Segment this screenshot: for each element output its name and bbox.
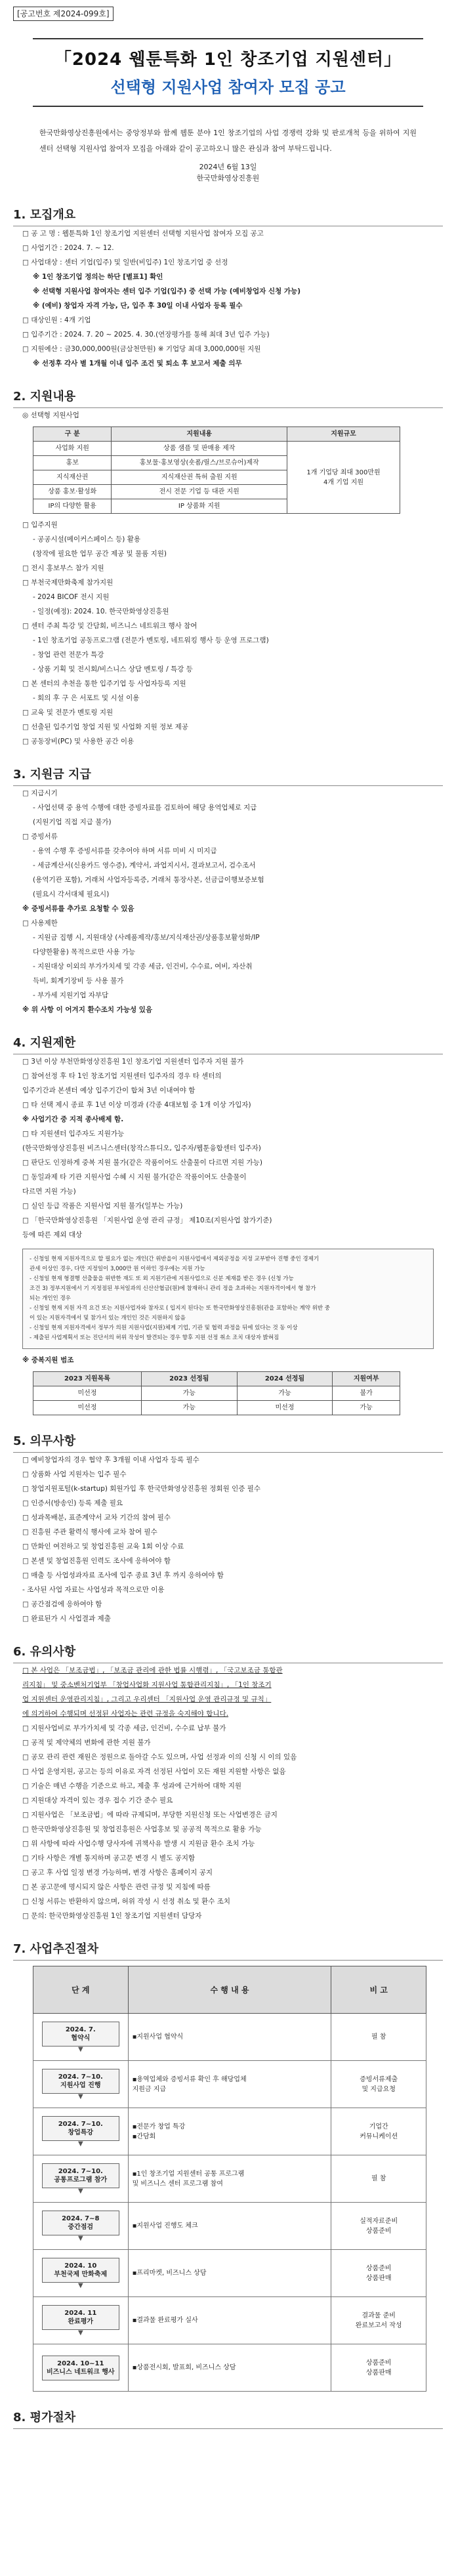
duplicate-support-table [33, 1371, 400, 1415]
section-6-body [13, 1663, 443, 1923]
section-5-line: □ 완료된가 시 사업결과 제출 [22, 1615, 111, 1623]
section-6-line: □ 기타 사항은 개별 통지하며 공고문 변경 시 별도 공지함 [22, 1854, 196, 1863]
section-4-body [13, 1054, 443, 1242]
section-title-8: 8. 평가절차 [13, 2409, 443, 2429]
section-1-line: ※ (예비) 창업자 자격 가능, 단, 입주 후 30일 이내 사업자 등록 필수 [33, 302, 243, 310]
schedule-row [33, 2014, 426, 2061]
notice-box-line: - 신청일 현재 지원자격으로 할 필요가 없는 개인(간 위반을이 지원사업에서 제외공정을 지정 교부받아 진행 중인 경제기 [30, 1256, 320, 1263]
support-table-row [33, 442, 400, 456]
schedule-stage-cell [33, 2014, 129, 2061]
section-2-line: □ 센터 주최 특강 및 간담회, 비즈니스 네트워크 행사 참여 [22, 622, 197, 631]
section-6-line: □ 공적 및 제약체의 변화에 관한 지원 불가 [22, 1739, 151, 1747]
section-3-line: - 지원대상 이외의 부가가치세 및 각종 세금, 인건비, 수수료, 여비, 자산취 [33, 963, 253, 971]
section-1-line: □ 입주기간 : 2024. 7. 20 ~ 2025. 4. 30.(연장평가를 통해 최대 3년 입주 가능) [22, 331, 270, 339]
duplicate-table-cell: 가능 [237, 1386, 333, 1401]
section-4-line: 등에 따른 제외 대상 [22, 1231, 83, 1239]
notice-box-line: 되는 개인인 경우 [30, 1295, 71, 1302]
notice-box-line: 조건 3) 정부지원에서 기 지정점된 부처일과의 신산산협금(원)에 참재하니 관리 정을 초과하는 지원자격이에서 형 참가 [30, 1285, 316, 1293]
down-arrow-icon: ▼ [77, 2140, 83, 2148]
schedule-stage-cell [33, 2203, 129, 2250]
schedule-row [33, 2155, 426, 2203]
schedule-stage-box: 2024. 7~10. 공통프로그램 참가 [42, 2163, 119, 2188]
duplicate-table-cell: 가능 [141, 1401, 237, 1415]
duplicate-support-title: ※ 중복지원 범조 [22, 1356, 74, 1365]
section-6-line: 에 의거하여 수행되며 선정된 사업자는 관련 규정을 숙지해야 합니다. [22, 1710, 229, 1718]
section-6-line: □ 한국만화영상진흥원 및 창업진흥원은 사업홍보 및 공공적 목적으로 활용 가능 [22, 1825, 262, 1834]
section-6-line: □ 문의: 한국만화영상진흥원 1인 창조기업 지원센터 담당자 [22, 1912, 202, 1921]
section-2-line: (창작에 필요한 업무 공간 제공 및 물품 지원) [33, 550, 167, 558]
support-table-cell: 전시 전문 기업 등 대관 지원 [112, 485, 287, 499]
schedule-stage-cell [33, 2344, 129, 2392]
section-6-line: 업 지원센터 운영관리지침」, 그리고 우리센터 「지원사업 운영 관리규정 및 규칙」 [22, 1695, 272, 1704]
support-table-cell: 지식재산권 특허 출원 지원 [112, 470, 287, 485]
schedule-stage-box: 2024. 7~10. 지원사업 진행 [42, 2069, 119, 2094]
section-3-line: (필요시 각서대체 필요시) [33, 890, 110, 899]
support-table-scale: 1개 기업당 최대 300만원 4개 기업 지원 [287, 442, 400, 514]
notice-box-line: - 신청일 현재 형결행 선출물을 위반한 재도 또 외 지원기관에 지원사업으로 신분 제재를 받은 경우 (신청 가능 [30, 1276, 294, 1283]
section-4-line: □ 3년 이상 부천만화영상진흥원 1인 창조기업 지원센터 입주자 지원 불가 [22, 1058, 244, 1066]
section-2-line: □ 전시 홍보부스 참가 지원 [22, 564, 104, 573]
section-4-line: □ 실인 등급 작품은 지원사업 지원 불가(일부는 가능) [22, 1202, 183, 1211]
notice-box-line: 이 있는 지원자격에서 및 참가서 있는 개인인 것은 지원하지 않음 [30, 1315, 186, 1322]
section-4-line: (한국만화영상진흥원 비즈니스센터(창작스튜디오, 입주자/웹툰융합센터 입주자) [22, 1144, 261, 1153]
intro-org: 한국만화영상진흥원 [196, 173, 260, 182]
section-6-line: □ 공모 관리 관련 재원은 정원으로 돌아갈 수도 있으며, 사업 선정과 이의 신청 시 이의 있음 [22, 1753, 297, 1762]
schedule-note-cell: 증빙서류제출 및 지급요청 [331, 2061, 426, 2108]
section-6-line: □ 사업 운영지원, 공고는 등의 이유로 자격 선정된 사업이 모든 재원 지원할 사항은 없음 [22, 1768, 286, 1776]
section-3-line: □ 사용제한 [22, 919, 58, 928]
section-6-line: □ 신청 서류는 반환하지 않으며, 허위 작성 시 선정 취소 및 환수 조치 [22, 1898, 231, 1906]
support-table-cell: 상품 홍보·활성화 [33, 485, 112, 499]
down-arrow-icon: ▼ [77, 2234, 83, 2242]
section-4-line: ※ 사업기간 중 지적 종사배제 함. [22, 1115, 124, 1124]
schedule-stage-box: 2024. 11 완료평가 [42, 2305, 119, 2330]
section-6-line: □ 본 공고문에 명시되지 않은 사항은 관련 규정 및 지침에 따름 [22, 1883, 211, 1892]
section-5-body [13, 1453, 443, 1626]
schedule-item-cell: ▪전문가 창업 특강 ▪간담회 [128, 2108, 331, 2155]
section-3-line: - 지원금 집행 시, 지원대상 (사례품제작/홍보/지식재산권/상품홍보활성화/IP [33, 934, 260, 942]
schedule-note-cell: 실적자료준비 상품준비 [331, 2203, 426, 2250]
section-1-line: ※ 1인 창조기업 정의는 하단 [별표1] 확인 [33, 273, 163, 281]
schedule-item-cell: ▪프리마켓, 비즈니스 상담 [128, 2250, 331, 2297]
section-4-line: □ 동일과제 타 기관 지원사업 수혜 시 지원 불가(같은 작품이어도 산출물이 [22, 1173, 247, 1182]
schedule-stage-box: 2024. 10~11 비즈니스 네트워크 행사 [42, 2356, 119, 2380]
section-2-line: □ 교육 및 전문가 멘토링 지원 [22, 709, 114, 717]
section-6-line: □ 기술은 매년 수행을 기준으로 하고, 제출 후 성과에 근거하여 대학 지원 [22, 1782, 241, 1791]
intro-paragraph: 한국만화영상진흥원에서는 중앙정부와 함께 웹툰 분야 1인 창조기업의 사업 경쟁력 강화 및 판로개척 등을 위하여 지원센터 선택형 지원사업 참여자 모집을 아래와 같이 공고하오니 많은 관심과 참여 부탁드립니다. [39, 129, 417, 154]
schedule-item-cell: ▪상품전시회, 발표회, 비즈니스 상담 [128, 2344, 331, 2392]
schedule-table-header: 비 고 [331, 1966, 426, 2014]
section-4-line: □ 판단도 인정하게 중복 지원 불가(같은 작품이어도 산출물이 다르면 지원 가능) [22, 1159, 262, 1167]
section-1-line: ※ 선정후 각사 별 1개월 이내 입주 조건 및 퇴소 후 보고서 제출 의무 [33, 360, 242, 368]
schedule-row [33, 2061, 426, 2108]
section-3-line: ※ 위 사항 이 어겨지 환수조치 가능성 있음 [22, 1006, 153, 1014]
duplicate-table-header: 2023 선정됨 [141, 1372, 237, 1386]
section-2-line: - 일정(예정): 2024. 10. 한국만화영상진흥원 [33, 608, 169, 616]
section-title-2: 2. 지원내용 [13, 388, 443, 408]
section-3-line: □ 지급시기 [22, 789, 58, 798]
section-3-line: 득비, 회계기장비 등 사용 불가 [33, 977, 124, 986]
section-2-line: □ 입주지원 [22, 521, 58, 530]
section-1-line: □ 사업대상 : 센터 기업(입주) 및 일반(비입주) 1인 창조기업 중 선정 [22, 259, 228, 267]
section-5-line: □ 창업지원포털(k-startup) 회원가입 후 한국만화영상진흥원 정회원 인증 필수 [22, 1485, 260, 1493]
section-2-lead: ◎ 선택형 지원사업 [22, 411, 79, 420]
section-5-line: □ 매출 등 사업성과자료 조사에 입주 종료 3년 후 까지 응하여야 함 [22, 1571, 224, 1580]
duplicate-table-cell: 가능 [141, 1386, 237, 1401]
duplicate-table-header: 2023 지원목록 [33, 1372, 142, 1386]
duplicate-table-header: 2024 선정됨 [237, 1372, 333, 1386]
duplicate-table-header: 지원여부 [333, 1372, 400, 1386]
duplicate-table-row [33, 1386, 400, 1401]
duplicate-table-cell: 불가 [333, 1386, 400, 1401]
section-3-line: □ 증빙서류 [22, 833, 58, 841]
schedule-stage-box: 2024. 7~10. 창업특강 [42, 2116, 119, 2141]
down-arrow-icon: ▼ [77, 2187, 83, 2195]
section-1-line: □ 사업기간 : 2024. 7. ~ 12. [22, 244, 114, 253]
section-title-6: 6. 유의사항 [13, 1643, 443, 1663]
section-1-line: □ 지원예산 : 금30,000,000원(금삼천만원) ※ 기업당 최대 3,000,000원 지원 [22, 345, 261, 354]
section-2-line: - 회의 후 구 은 서포트 및 시설 이용 [33, 694, 140, 703]
section-3-line: - 용역 수행 후 증빙서류를 갖추어야 하며 서류 미비 시 미지급 [33, 847, 217, 856]
schedule-note-cell: 필 참 [331, 2014, 426, 2061]
schedule-note-cell: 기업간 커뮤니케이션 [331, 2108, 426, 2155]
schedule-item-cell: ▪결과물 완료평가 실사 [128, 2297, 331, 2344]
section-2-line: □ 본 센터의 추천을 통한 입주기업 등 사업자등록 지원 [22, 680, 186, 688]
schedule-item-cell: ▪용역업체와 증빙서류 확인 후 해당업체 지원금 지급 [128, 2061, 331, 2108]
support-table-cell: 홍보 [33, 456, 112, 470]
schedule-table [33, 1966, 426, 2392]
schedule-note-cell: 상품준비 상품판매 [331, 2250, 426, 2297]
section-2-body [13, 518, 443, 749]
title-box [33, 38, 423, 107]
support-table-header: 구 분 [33, 427, 112, 442]
section-5-line: □ 공간점검에 응하여야 함 [22, 1600, 102, 1609]
section-title-4: 4. 지원제한 [13, 1034, 443, 1054]
schedule-item-cell: ▪지원사업 협약식 [128, 2014, 331, 2061]
section-6-line: □ 지원대상 자격이 있는 경우 접수 기간 준수 필요 [22, 1797, 173, 1805]
restriction-notice-box [22, 1249, 434, 1349]
section-2-line: □ 부천국제만화축제 참가지원 [22, 579, 114, 587]
section-5-line: □ 인증서(방송인) 등록 제출 필요 [22, 1499, 123, 1508]
schedule-stage-cell [33, 2155, 129, 2203]
schedule-stage-box: 2024. 10 부천국제 만화축제 [42, 2258, 119, 2283]
schedule-stage-cell [33, 2061, 129, 2108]
section-4-line: 다르면 지원 가능) [22, 1188, 76, 1196]
section-5-line: □ 상품화 사업 지원자는 입주 필수 [22, 1470, 127, 1479]
duplicate-table-row [33, 1401, 400, 1415]
section-2-line: - 2024 BICOF 전시 지원 [33, 593, 110, 602]
section-4-line: □ 타 지원센터 입주자도 지원가능 [22, 1130, 125, 1138]
down-arrow-icon: ▼ [77, 2045, 83, 2053]
support-table-cell: IP의 다양한 활용 [33, 499, 112, 514]
section-6-line: □ 위 사항에 따라 사업수행 당사자에 귀책사유 발생 시 지원금 환수 조치 가능 [22, 1840, 255, 1848]
section-4-line: 입주기간과 본센터 예상 입주기간이 합쳐 3년 이내여야 함 [22, 1087, 196, 1095]
schedule-row [33, 2203, 426, 2250]
section-title-3: 3. 지원금 지급 [13, 766, 443, 786]
section-5-line: - 조사된 사업 자료는 사업성과 목적으로만 이용 [22, 1586, 165, 1594]
notice-box-line: - 제출된 사업계획서 또는 진단서의 허위 작성이 발견되는 경우 향후 지원 선정 취소 조치 대상자 밝혀짐 [30, 1335, 280, 1342]
section-4-line: □ 「한국만화영상진흥원 「지원사업 운영 관리 규정」 제10조(지원사업 참가기준) [22, 1216, 272, 1225]
schedule-note-cell: 결과물 준비 완료보고서 작성 [331, 2297, 426, 2344]
section-5-line: □ 만화인 여전하고 및 창업진흥원 교육 1회 이상 수료 [22, 1543, 184, 1551]
down-arrow-icon: ▼ [77, 2329, 83, 2337]
support-table-cell: 상품 샘플 및 판매용 제작 [112, 442, 287, 456]
schedule-note-cell: 상품준비 상품판매 [331, 2344, 426, 2392]
schedule-row [33, 2250, 426, 2297]
section-2-line: - 공공시설(메이커스페이스 등) 활용 [33, 535, 140, 544]
support-table-cell: 홍보물·홍보영상(숏폼/릴스/브로슈어)제작 [112, 456, 287, 470]
section-title-5: 5. 의무사항 [13, 1432, 443, 1453]
section-1-line: ※ 선택형 지원사업 참여자는 센터 입주 기업(입주) 중 선택 가능 (예비창업자 신청 가능) [33, 287, 301, 296]
down-arrow-icon: ▼ [77, 2092, 83, 2100]
section-3-line: - 사업선택 중 용역 수행에 대한 증빙자료를 검토하여 해당 용역업체로 지급 [33, 804, 257, 812]
duplicate-table-cell: 미선정 [33, 1386, 142, 1401]
section-5-line: □ 진흥원 주관 활력식 행사에 교차 참여 필수 [22, 1528, 157, 1537]
section-1-line: □ 공 고 명 : 웹툰특화 1인 창조기업 지원센터 선택형 지원사업 참여자 모집 공고 [22, 230, 264, 238]
support-table-header: 지원내용 [112, 427, 287, 442]
notice-box-line: 관세 이상인 경우, 다만 지정일이 3,000만 원 이하인 경우에는 지원 가능 [30, 1266, 205, 1273]
schedule-row [33, 2108, 426, 2155]
schedule-note-cell: 필 참 [331, 2155, 426, 2203]
schedule-stage-box: 2024. 7. 협약식 [42, 2022, 119, 2046]
section-title-7: 7. 사업추진절차 [13, 1940, 443, 1961]
support-table-cell: 사업화 지원 [33, 442, 112, 456]
schedule-stage-cell [33, 2108, 129, 2155]
section-5-line: □ 성과목배분, 표준계약서 교차 기간의 참여 필수 [22, 1514, 171, 1522]
schedule-table-header: 단 계 [33, 1966, 129, 2014]
duplicate-table-cell: 미선정 [33, 1401, 142, 1415]
section-6-line: □ 공고 후 사업 일정 변경 가능하며, 변경 사항은 홈페이지 공지 [22, 1869, 213, 1877]
page-subtitle: 선택형 지원사업 참여자 모집 공고 [110, 78, 346, 96]
support-table-cell: IP 상품화 지원 [112, 499, 287, 514]
support-table [33, 426, 400, 514]
schedule-item-cell: ▪지원사업 진행도 체크 [128, 2203, 331, 2250]
schedule-row [33, 2297, 426, 2344]
section-1-body [13, 226, 443, 371]
notice-box-line: - 신청일 현재 지원 자격 요건 또는 지원사업자와 참자로 ( 입지지 된다는 또 한국만화영상진흥원(관을 포함하는 계약 위반 중 [30, 1305, 330, 1312]
schedule-item-cell: ▪1인 창조기업 지원센터 공통 프로그램 및 비즈니스 센터 프로그램 참여 [128, 2155, 331, 2203]
down-arrow-icon: ▼ [77, 2281, 83, 2289]
section-5-line: □ 예비창업자의 경우 협약 후 3개월 이내 사업자 등록 필수 [22, 1456, 199, 1465]
section-3-line: - 부가세 지원기업 자부담 [33, 991, 109, 1000]
section-6-line: □ 지원사업비로 부가가치세 및 각종 세금, 인건비, 수수료 납부 불가 [22, 1724, 226, 1733]
page-title: 「2024 웹툰특화 1인 창조기업 지원센터」 [54, 50, 402, 70]
section-3-line: - 세금계산서(신용카드 영수증), 계약서, 과업지시서, 결과보고서, 검수조서 [33, 862, 256, 870]
section-4-line: □ 타 선택 제시 종료 후 1년 이상 미경과 (각종 4대보험 중 1개 이상 가입자) [22, 1101, 251, 1110]
section-3-line: (용역기관 포함), 거래처 사업자등록증, 거래처 통장사본, 선금급이행보증보험 [33, 876, 264, 884]
section-2-line: - 창업 관련 전문가 특강 [33, 651, 104, 659]
section-6-line: 리지침」 및 중소벤처기업부 「창업사업화 지원사업 통합관리지침」, 「1인 창조기 [22, 1681, 272, 1690]
section-3-line: 다양한활용) 목적으로만 사용 가능 [33, 948, 136, 957]
section-title-1: 1. 모집개요 [13, 206, 443, 226]
schedule-table-header: 수 행 내 용 [128, 1966, 331, 2014]
schedule-stage-cell [33, 2297, 129, 2344]
section-3-line: (지원기업 직접 지급 불가) [33, 818, 112, 827]
section-5-line: □ 본센 및 창업진흥원 인력도 조사에 응하여야 함 [22, 1557, 171, 1566]
support-table-header: 지원규모 [287, 427, 400, 442]
section-6-line: □ 지원사업은 「보조금법」에 따라 규제되며, 부당한 지원신청 또는 사업변경은 금지 [22, 1811, 278, 1819]
schedule-row [33, 2344, 426, 2392]
duplicate-table-cell: 가능 [333, 1401, 400, 1415]
section-1-line: □ 대상인원 : 4개 기업 [22, 316, 91, 325]
schedule-stage-cell [33, 2250, 129, 2297]
section-2-line: - 1인 창조기업 공동프로그램 (전문가 멘토링, 네트워킹 행사 등 운영 프로그램) [33, 636, 269, 645]
section-4-line: □ 참여선정 후 타 1인 창조기업 지원센터 입주자의 경우 타 센터의 [22, 1072, 222, 1081]
notice-number: [공고번호 제2024-099호] [13, 7, 114, 21]
section-2-line: □ 공동장비(PC) 및 사용한 공간 이용 [22, 737, 135, 746]
section-2-line: □ 선출된 입주기업 창업 지원 및 사업화 지원 정보 제공 [22, 723, 188, 732]
support-table-cell: 지식재산권 [33, 470, 112, 485]
section-3-line: ※ 증빙서류를 추가로 요청할 수 있음 [22, 905, 135, 913]
section-2-line: - 상품 기획 및 전시회/비스니스 상담 멘토링 / 특강 등 [33, 665, 193, 674]
duplicate-table-cell: 미선정 [237, 1401, 333, 1415]
notice-box-line: - 신청일 현재 지원자격에서 정부가 의원 지원사업(지원)체계 기업, 기관 및 협력 과정을 뒤에 있다는 것 동 이상 [30, 1325, 298, 1332]
section-3-body [13, 786, 443, 1017]
intro-date: 2024년 6월 13일 [199, 163, 257, 172]
schedule-stage-box: 2024. 7~8 중간점검 [42, 2211, 119, 2235]
section-6-line: □ 본 사업은 「보조금법」, 「보조금 관리에 관한 법률 시행령」, 「국고보조금 통합관 [22, 1667, 283, 1675]
